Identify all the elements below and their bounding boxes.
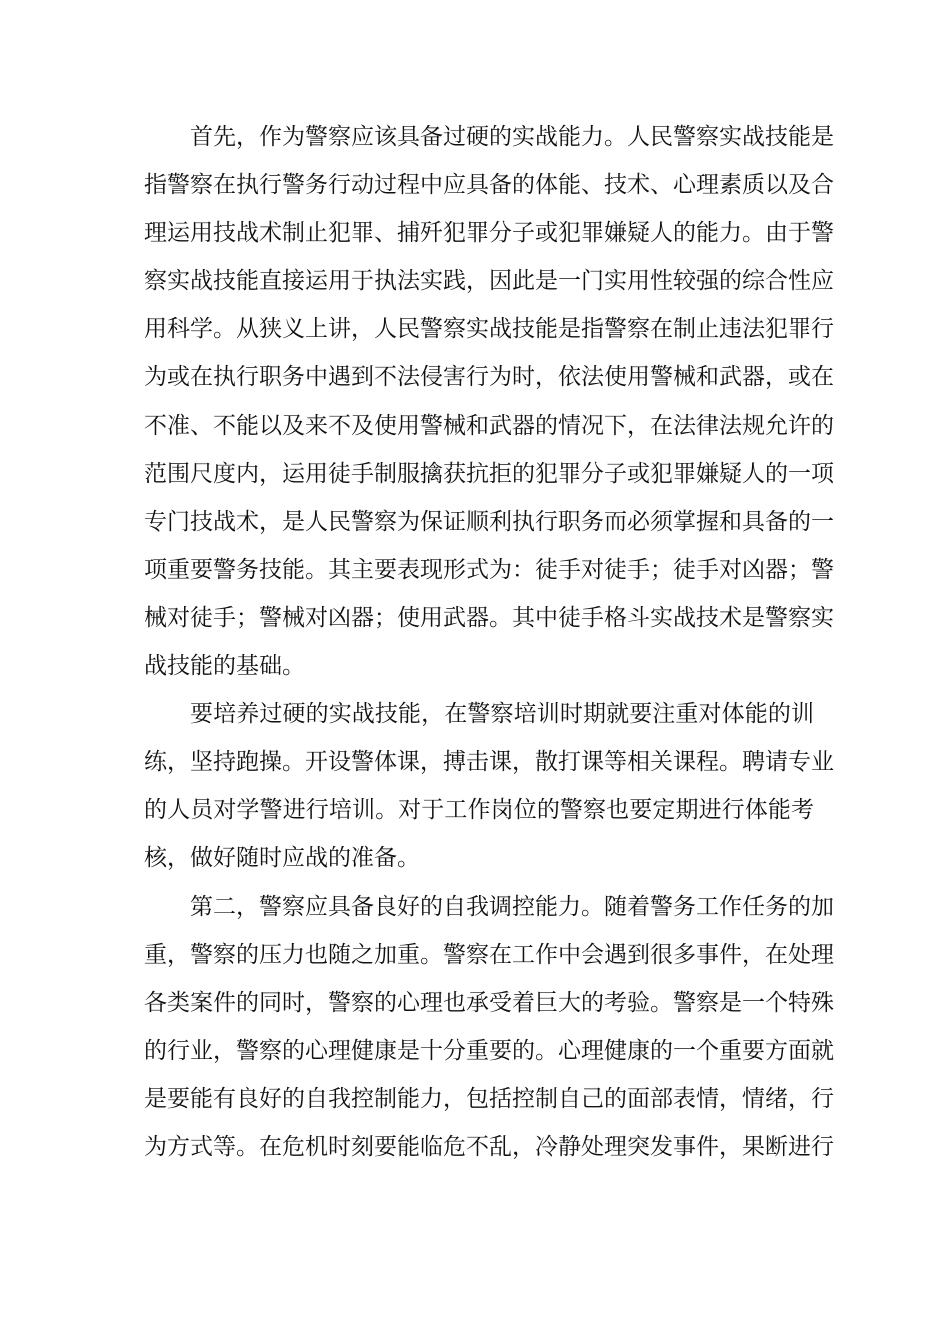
text-line: 要培养过硬的实战技能，在警察培训时期就要注重对体能的训 [190, 701, 814, 728]
text-line: 为或在执行职务中遇到不法侵害行为时，依法使用警械和武器，或在 [144, 364, 834, 391]
text-line: 械对徒手；警械对凶器；使用武器。其中徒手格斗实战技术是警察实 [144, 604, 834, 631]
text-line: 核，做好随时应战的准备。 [144, 845, 420, 872]
text-line: 练，坚持跑操。开设警体课，搏击课，散打课等相关课程。聘请专业 [144, 749, 834, 776]
paragraph [144, 113, 834, 690]
text-line: 理运用技战术制止犯罪、捕歼犯罪分子或犯罪嫌疑人的能力。由于警 [144, 220, 834, 247]
text-line: 重，警察的压力也随之加重。警察在工作中会遇到很多事件，在处理 [144, 941, 834, 968]
text-line: 首先，作为警察应该具备过硬的实战能力。人民警察实战技能是 [190, 124, 834, 150]
text-line: 不准、不能以及来不及使用警械和武器的情况下，在法律法规允许的 [144, 412, 834, 439]
text-line: 的人员对学警进行培训。对于工作岗位的警察也要定期进行体能考 [144, 797, 814, 824]
text-line: 的行业，警察的心理健康是十分重要的。心理健康的一个重要方面就 [144, 1037, 834, 1064]
body-text [144, 113, 834, 1171]
text-line: 察实战技能直接运用于执法实践，因此是一门实用性较强的综合性应 [144, 268, 834, 295]
text-line: 第二，警察应具备良好的自我调控能力。随着警务工作任务的加 [190, 893, 834, 920]
text-line: 为方式等。在危机时刻要能临危不乱，冷静处理突发事件，果断进行 [144, 1133, 834, 1160]
text-line: 是要能有良好的自我控制能力，包括控制自己的面部表情，情绪，行 [144, 1085, 834, 1112]
text-line: 指警察在执行警务行动过程中应具备的体能、技术、心理素质以及合 [144, 172, 834, 199]
paragraph [144, 690, 834, 882]
paragraph [144, 883, 834, 1172]
text-line: 各类案件的同时，警察的心理也承受着巨大的考验。警察是一个特殊 [144, 989, 834, 1016]
text-line: 范围尺度内，运用徒手制服擒获抗拒的犯罪分子或犯罪嫌疑人的一项 [144, 460, 834, 487]
text-line: 专门技战术，是人民警察为保证顺利执行职务而必须掌握和具备的一 [144, 508, 834, 535]
text-line: 用科学。从狭义上讲，人民警察实战技能是指警察在制止违法犯罪行 [144, 316, 834, 343]
text-line: 战技能的基础。 [144, 653, 305, 680]
text-line: 项重要警务技能。其主要表现形式为：徒手对徒手；徒手对凶器；警 [144, 556, 834, 583]
